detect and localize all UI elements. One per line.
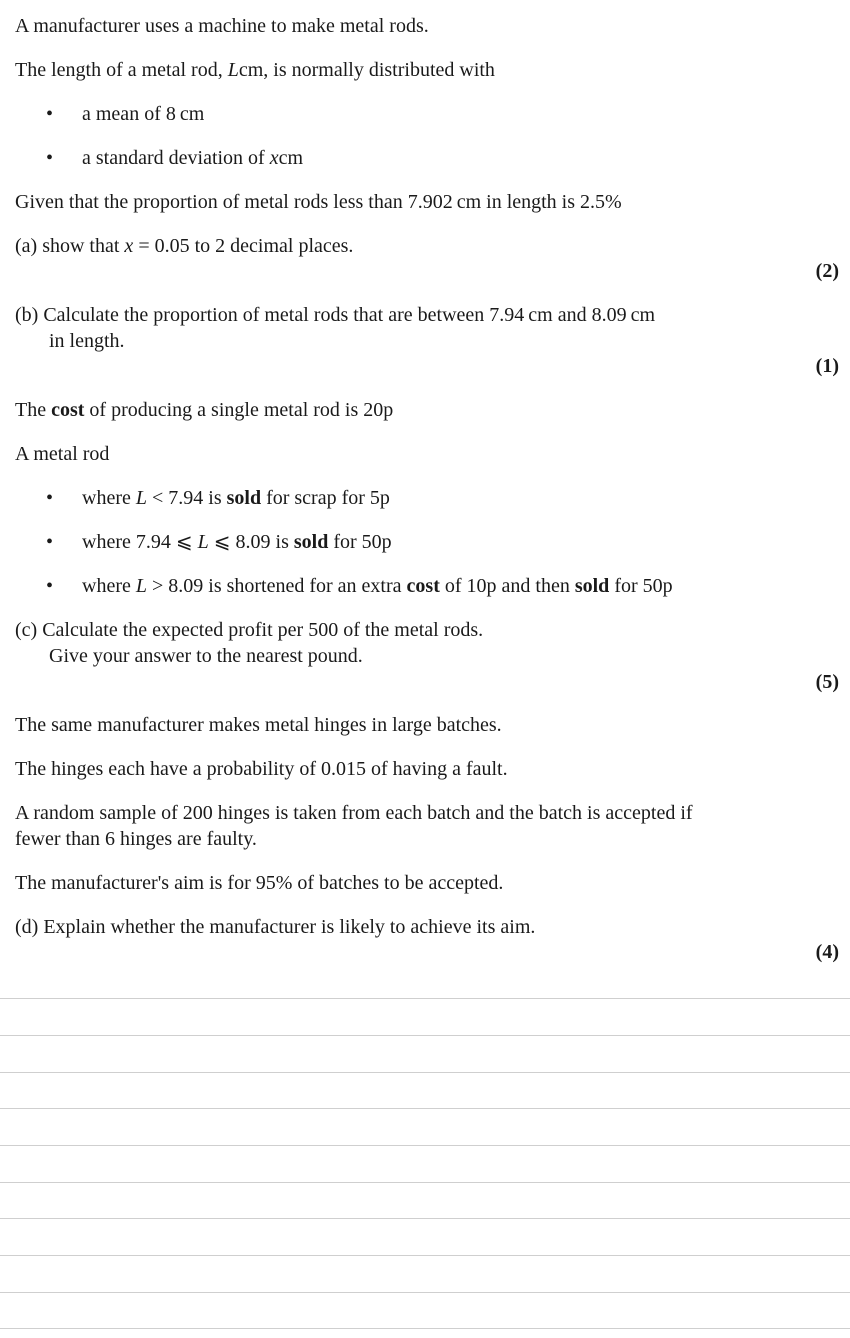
answer-line[interactable]: [0, 1072, 850, 1073]
answer-line[interactable]: [0, 1145, 850, 1146]
answer-line[interactable]: [0, 1182, 850, 1183]
bullet-std-dev: • a standard deviation of xcm: [46, 147, 304, 169]
bullet-sold: • where 7.94 ⩽ L ⩽ 8.09 is sold for 50p: [46, 531, 392, 553]
part-d-marks: (4): [815, 941, 839, 963]
answer-line[interactable]: [0, 1292, 850, 1293]
answer-line[interactable]: [0, 1218, 850, 1219]
bullet-shortened: • where L > 8.09 is shortened for an extra cost of 10p and then sold for 50p: [46, 575, 673, 597]
part-c-question: (c) Calculate the expected profit per 500 of the metal rods. Give your answer to the nearest pound.: [15, 619, 484, 667]
part-d-question: (d) Explain whether the manufacturer is likely to achieve its aim.: [15, 916, 536, 938]
cost-line: The cost of producing a single metal rod is 20p: [15, 399, 394, 421]
metal-rod-line: A metal rod: [15, 443, 110, 465]
answer-line[interactable]: [0, 1255, 850, 1256]
hinges-line-3: A random sample of 200 hinges is taken from each batch and the batch is accepted if fewer than 6 hinges are faulty.: [15, 802, 693, 850]
part-a-question: (a) show that x = 0.05 to 2 decimal places.: [15, 235, 354, 257]
hinges-line-1: The same manufacturer makes metal hinges in large batches.: [15, 714, 502, 736]
part-b-question: (b) Calculate the proportion of metal rods that are between 7.94 cm and 8.09 cm in length.: [15, 304, 656, 352]
hinges-line-5: The manufacturer's aim is for 95% of batches to be accepted.: [15, 872, 504, 894]
answer-line[interactable]: [0, 1108, 850, 1109]
bullet-mean: • a mean of 8 cm: [46, 103, 205, 125]
part-c-marks: (5): [815, 671, 839, 693]
intro-line-1: A manufacturer uses a machine to make metal rods.: [15, 15, 429, 37]
answer-line[interactable]: [0, 1328, 850, 1329]
answer-line[interactable]: [0, 1035, 850, 1036]
answer-line[interactable]: [0, 998, 850, 999]
hinges-line-2: The hinges each have a probability of 0.015 of having a fault.: [15, 758, 508, 780]
part-a-marks: (2): [815, 260, 839, 282]
bullet-scrap: • where L < 7.94 is sold for scrap for 5p: [46, 487, 390, 509]
intro-line-2: The length of a metal rod, Lcm, is normally distributed with: [15, 59, 495, 81]
intro-line-3: Given that the proportion of metal rods less than 7.902 cm in length is 2.5%: [15, 191, 622, 213]
part-b-marks: (1): [815, 355, 839, 377]
